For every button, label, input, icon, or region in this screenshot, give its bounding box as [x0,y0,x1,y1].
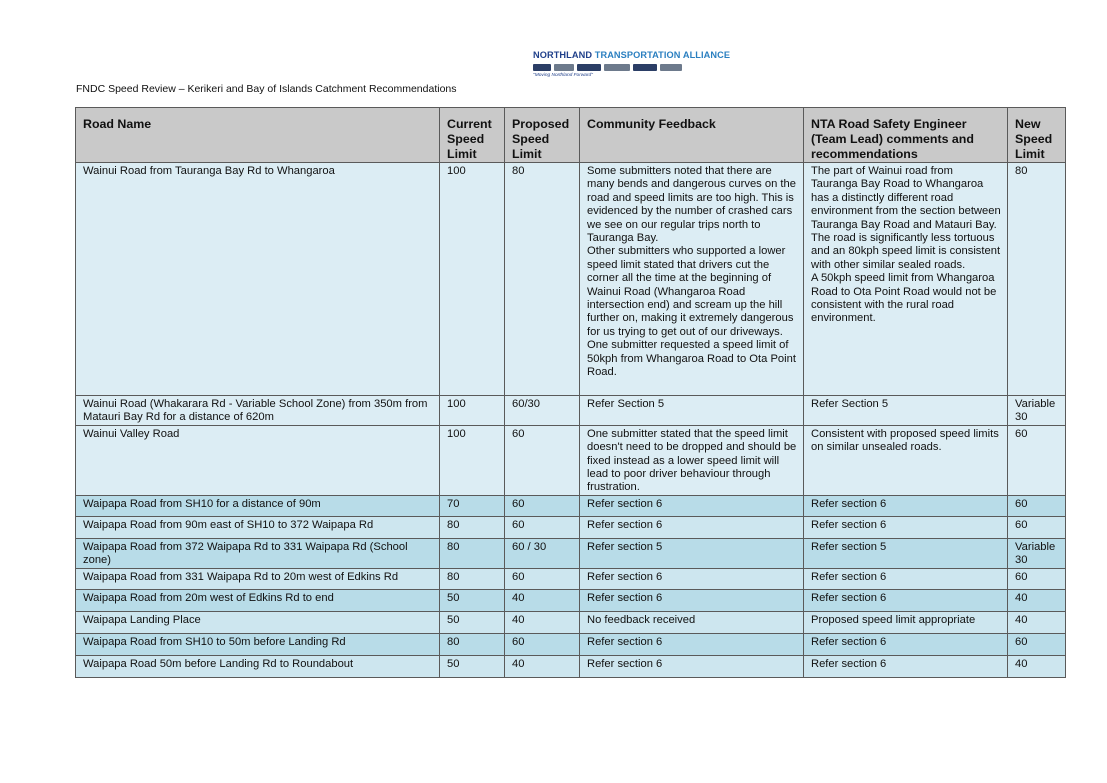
current-speed-cell: 80 [440,633,505,655]
proposed-speed-cell: 60/30 [505,396,580,426]
community-feedback-cell: No feedback received [580,611,804,633]
table-row [76,516,1066,538]
table-header-row [76,108,1066,163]
column-header: Proposed Speed Limit [505,108,580,163]
logo-brand-right: TRANSPORTATION ALLIANCE [594,50,731,60]
nta-comments-cell: Consistent with proposed speed limits on similar unsealed roads. [804,425,1008,495]
road-name-cell: Waipapa Landing Place [76,611,440,633]
new-speed-cell: 40 [1008,611,1066,633]
nta-comments-cell: Refer section 6 [804,633,1008,655]
community-feedback-cell: Refer section 6 [580,568,804,589]
nta-comments-cell: Refer Section 5 [804,396,1008,426]
proposed-speed-cell: 60 [505,495,580,516]
proposed-speed-cell: 60 [505,633,580,655]
nta-comments-cell: Refer section 5 [804,538,1008,568]
table-row [76,538,1066,568]
current-speed-cell: 100 [440,396,505,426]
road-name-cell: Waipapa Road from 372 Waipapa Rd to 331 Waipapa Rd (School zone) [76,538,440,568]
logo-tagline: "Moving Northland Forward" [533,73,593,78]
council-logo-icon [533,64,551,71]
partner-logo-icon [633,64,657,71]
table-row [76,589,1066,611]
column-header: Current Speed Limit [440,108,505,163]
community-feedback-cell: One submitter stated that the speed limit doesn't need to be dropped and should be fixed instead as a lower speed limit will lead to poor driver behaviour through frustration. [580,425,804,495]
community-feedback-cell: Refer Section 5 [580,396,804,426]
new-speed-cell: 60 [1008,633,1066,655]
nta-comments-cell: Refer section 6 [804,589,1008,611]
table-row [76,655,1066,677]
current-speed-cell: 80 [440,538,505,568]
proposed-speed-cell: 60 / 30 [505,538,580,568]
community-feedback-cell: Refer section 6 [580,589,804,611]
table-row [76,568,1066,589]
community-feedback-cell: Refer section 6 [580,655,804,677]
current-speed-cell: 100 [440,425,505,495]
logo-title [533,50,731,60]
new-speed-cell: 80 [1008,163,1066,396]
table-row [76,633,1066,655]
proposed-speed-cell: 60 [505,516,580,538]
nta-comments-cell: Refer section 6 [804,568,1008,589]
proposed-speed-cell: 80 [505,163,580,396]
new-speed-cell: Variable 30 [1008,538,1066,568]
road-name-cell: Waipapa Road from SH10 to 50m before Landing Rd [76,633,440,655]
nta-logo [533,50,731,84]
new-speed-cell: 60 [1008,495,1066,516]
new-speed-cell: 40 [1008,589,1066,611]
road-name-cell: Wainui Road from Tauranga Bay Rd to Whangaroa [76,163,440,396]
road-name-cell: Waipapa Road from 331 Waipapa Rd to 20m west of Edkins Rd [76,568,440,589]
road-name-cell: Wainui Valley Road [76,425,440,495]
new-speed-cell: 60 [1008,568,1066,589]
partner-logo-icon [660,64,682,71]
table-row [76,611,1066,633]
table-row [76,396,1066,426]
community-feedback-cell: Refer section 6 [580,633,804,655]
new-speed-cell: Variable 30 [1008,396,1066,426]
road-name-cell: Waipapa Road from SH10 for a distance of 90m [76,495,440,516]
document-title: FNDC Speed Review – Kerikeri and Bay of Islands Catchment Recommendations [76,83,457,95]
community-feedback-cell: Some submitters noted that there are many bends and dangerous curves on the road and speed limits are too high. This is evidenced by the number of crashed cars we see on our regular trips north to Tauranga Bay. Other submitters who supported a lower speed limit stated that drivers cut the corner all the time at the beginning of Wainui Road (Whangaroa Road intersection end) and scream up the hill further on, making it extremely dangerous for us trying to get out of our driveways. One submitter requested a speed limit of 50kph from Whangaroa Road to Ota Point Road. [580,163,804,396]
column-header: New Speed Limit [1008,108,1066,163]
road-name-cell: Waipapa Road from 20m west of Edkins Rd to end [76,589,440,611]
road-name-cell: Wainui Road (Whakarara Rd - Variable School Zone) from 350m from Matauri Bay Rd for a distance of 620m [76,396,440,426]
nta-comments-cell: Refer section 6 [804,495,1008,516]
partner-logos [533,62,703,72]
community-feedback-cell: Refer section 5 [580,538,804,568]
partner-logo-icon [554,64,574,71]
speed-review-table [75,107,1066,678]
current-speed-cell: 80 [440,516,505,538]
logo-brand-left: NORTHLAND [533,50,593,60]
current-speed-cell: 50 [440,655,505,677]
column-header: Community Feedback [580,108,804,163]
column-header: Road Name [76,108,440,163]
nta-comments-cell: The part of Wainui road from Tauranga Bay Road to Whangaroa has a distinctly different road environment from the section between Tauranga Bay Road and Matauri Bay. The road is significantly less tortuous and an 80kph speed limit is consistent with other similar sealed roads. A 50kph speed limit from Whangaroa Road to Ota Point Road would not be consistent with the rural road environment. [804,163,1008,396]
new-speed-cell: 60 [1008,425,1066,495]
table-row [76,495,1066,516]
table-row [76,425,1066,495]
table-row [76,163,1066,396]
proposed-speed-cell: 40 [505,655,580,677]
proposed-speed-cell: 40 [505,589,580,611]
proposed-speed-cell: 40 [505,611,580,633]
current-speed-cell: 70 [440,495,505,516]
community-feedback-cell: Refer section 6 [580,516,804,538]
new-speed-cell: 60 [1008,516,1066,538]
current-speed-cell: 100 [440,163,505,396]
current-speed-cell: 80 [440,568,505,589]
partner-logo-icon [604,64,630,71]
proposed-speed-cell: 60 [505,425,580,495]
current-speed-cell: 50 [440,589,505,611]
proposed-speed-cell: 60 [505,568,580,589]
column-header: NTA Road Safety Engineer (Team Lead) comments and recommendations [804,108,1008,163]
road-name-cell: Waipapa Road 50m before Landing Rd to Roundabout [76,655,440,677]
road-name-cell: Waipapa Road from 90m east of SH10 to 372 Waipapa Rd [76,516,440,538]
partner-logo-icon [577,64,601,71]
new-speed-cell: 40 [1008,655,1066,677]
nta-comments-cell: Refer section 6 [804,516,1008,538]
current-speed-cell: 50 [440,611,505,633]
community-feedback-cell: Refer section 6 [580,495,804,516]
nta-comments-cell: Proposed speed limit appropriate [804,611,1008,633]
nta-comments-cell: Refer section 6 [804,655,1008,677]
